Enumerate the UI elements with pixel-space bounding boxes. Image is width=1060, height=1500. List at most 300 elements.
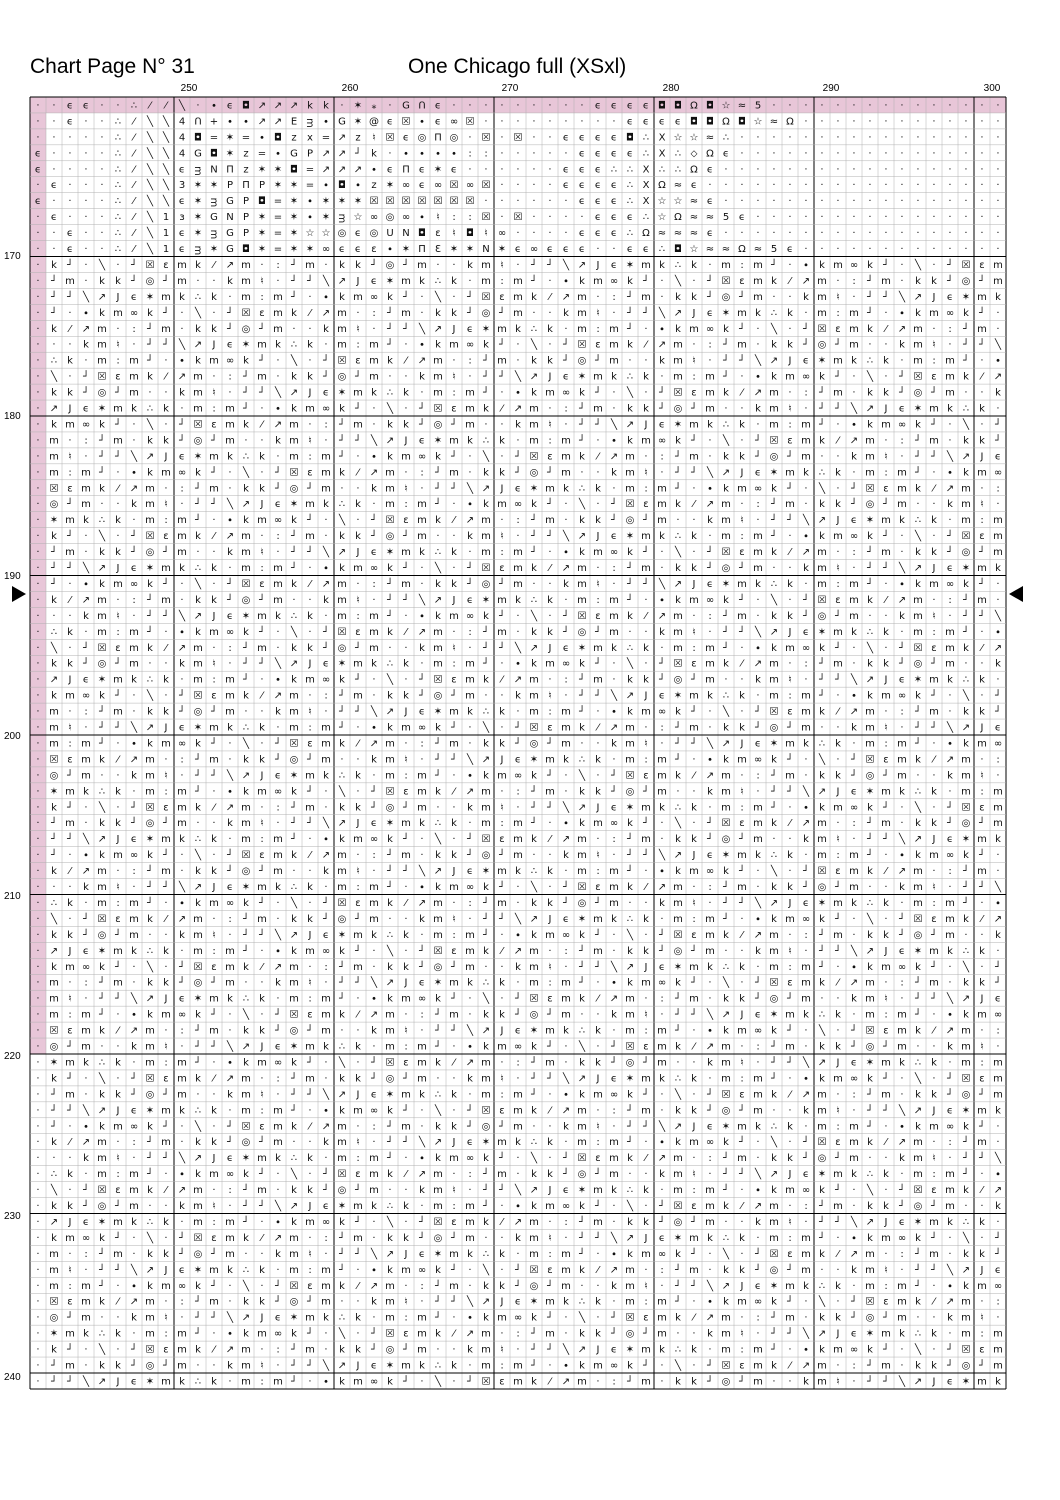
svg-text:┘: ┘: [659, 657, 665, 670]
svg-text:·: ·: [868, 212, 871, 223]
svg-text:┘: ┘: [211, 1008, 217, 1021]
svg-text:┘: ┘: [211, 497, 217, 510]
svg-text:↗: ↗: [946, 1297, 954, 1308]
svg-text:m: m: [257, 643, 267, 654]
svg-text:·: ·: [884, 244, 887, 255]
svg-text:ϵ: ϵ: [643, 116, 649, 127]
svg-text:k: k: [99, 308, 105, 319]
svg-text:k: k: [739, 451, 745, 462]
svg-text:⁄: ⁄: [643, 340, 649, 351]
svg-text:m: m: [177, 260, 187, 271]
svg-text:┘: ┘: [787, 449, 793, 462]
svg-text:·: ·: [292, 324, 295, 335]
svg-text:∴: ∴: [243, 451, 249, 462]
svg-text:·: ·: [980, 483, 983, 494]
svg-text:ᴟ: ᴟ: [307, 116, 313, 127]
svg-text:☒: ☒: [146, 531, 155, 542]
svg-text:┘: ┘: [595, 928, 601, 941]
svg-text:┘: ┘: [755, 449, 761, 462]
svg-text:m: m: [433, 930, 443, 941]
svg-text:m: m: [129, 356, 139, 367]
svg-text:◎: ◎: [722, 1376, 731, 1387]
svg-text:✶: ✶: [578, 914, 586, 925]
svg-text:k: k: [723, 866, 729, 877]
svg-text:k: k: [531, 770, 537, 781]
svg-text:m: m: [865, 978, 875, 989]
svg-text:·: ·: [948, 132, 951, 143]
svg-text:☒: ☒: [466, 196, 475, 207]
svg-text:·: ·: [420, 579, 423, 590]
svg-text:┘: ┘: [147, 354, 153, 367]
svg-text:k: k: [339, 1217, 345, 1228]
svg-text:m: m: [593, 946, 603, 957]
svg-text:∞: ∞: [802, 643, 810, 654]
svg-text:∙: ∙: [227, 1057, 233, 1068]
svg-text:m: m: [417, 1073, 427, 1084]
svg-text:ε: ε: [835, 324, 840, 335]
svg-text:ϵ: ϵ: [611, 802, 617, 813]
svg-text:┘: ┘: [291, 290, 297, 303]
svg-text::: :: [276, 1345, 279, 1356]
svg-text:·: ·: [836, 962, 839, 973]
svg-text:1: 1: [163, 212, 169, 223]
svg-text:·: ·: [788, 388, 791, 399]
svg-text:┘: ┘: [259, 625, 265, 638]
svg-text:∴: ∴: [147, 946, 153, 957]
svg-text:·: ·: [84, 132, 87, 143]
svg-text:k: k: [307, 914, 313, 925]
svg-text:♮: ♮: [692, 627, 696, 638]
svg-text:⁄: ⁄: [131, 228, 137, 239]
svg-text:╲: ╲: [434, 561, 442, 574]
svg-text:k: k: [483, 340, 489, 351]
svg-text:·: ·: [596, 467, 599, 478]
svg-text:╲: ╲: [98, 1343, 106, 1356]
svg-text:m: m: [529, 1249, 539, 1260]
svg-text:k: k: [515, 866, 521, 877]
svg-text:·: ·: [884, 1121, 887, 1132]
svg-text:m: m: [769, 930, 779, 941]
svg-text:↗: ↗: [610, 451, 618, 462]
svg-text:┘: ┘: [419, 944, 425, 957]
svg-text:·: ·: [756, 419, 759, 430]
svg-text:∴: ∴: [867, 898, 873, 909]
svg-text:k: k: [755, 579, 761, 590]
svg-text:m: m: [545, 483, 555, 494]
svg-text:↗: ↗: [914, 563, 922, 574]
svg-text:m: m: [321, 467, 331, 478]
svg-text:·: ·: [276, 356, 279, 367]
svg-text:k: k: [339, 675, 345, 686]
svg-text:·: ·: [468, 818, 471, 829]
svg-text:·: ·: [804, 675, 807, 686]
svg-text:∙: ∙: [611, 707, 617, 718]
svg-text:ε: ε: [259, 308, 264, 319]
svg-text:·: ·: [660, 1361, 663, 1372]
svg-text:k: k: [435, 340, 441, 351]
svg-text:m: m: [737, 611, 747, 622]
svg-text:m: m: [385, 1010, 395, 1021]
svg-text:↗: ↗: [130, 1026, 138, 1037]
svg-text:┘: ┘: [51, 1374, 57, 1387]
svg-text:┘: ┘: [435, 736, 441, 749]
svg-text:╲: ╲: [962, 689, 970, 702]
svg-text:·: ·: [516, 340, 519, 351]
svg-text:┘: ┘: [883, 800, 889, 813]
svg-text:k: k: [419, 818, 425, 829]
svg-text:∴: ∴: [243, 994, 249, 1005]
svg-text:m: m: [609, 340, 619, 351]
svg-text:k: k: [179, 1376, 185, 1387]
svg-text:ϵ: ϵ: [659, 419, 665, 430]
svg-text:J: J: [884, 946, 888, 957]
svg-text:Ո: Ո: [418, 100, 425, 111]
svg-text:·: ·: [36, 962, 39, 973]
svg-text:·: ·: [660, 738, 663, 749]
svg-text:┘: ┘: [851, 1295, 857, 1308]
svg-text:k: k: [355, 770, 361, 781]
svg-text:↗: ↗: [466, 515, 474, 526]
svg-text:·: ·: [948, 882, 951, 893]
svg-text:·: ·: [36, 340, 39, 351]
svg-text::: :: [612, 834, 615, 845]
svg-text:m: m: [577, 866, 587, 877]
svg-text:m: m: [881, 786, 891, 797]
svg-text:·: ·: [260, 1217, 263, 1228]
svg-text:·: ·: [100, 212, 103, 223]
svg-text:k: k: [275, 882, 281, 893]
svg-text:⁄: ⁄: [451, 515, 457, 526]
svg-text:m: m: [401, 1121, 411, 1132]
svg-text:┘: ┘: [659, 402, 665, 415]
svg-text:k: k: [707, 691, 713, 702]
svg-text:∞: ∞: [514, 770, 522, 781]
svg-text:m: m: [577, 308, 587, 319]
svg-text:k: k: [131, 499, 137, 510]
svg-text:m: m: [257, 1153, 267, 1164]
svg-text:♮: ♮: [836, 834, 840, 845]
svg-text:J: J: [548, 914, 552, 925]
svg-text:·: ·: [324, 1329, 327, 1340]
svg-text:k: k: [291, 372, 297, 383]
svg-text:·: ·: [500, 962, 503, 973]
svg-text:k: k: [227, 451, 233, 462]
svg-text:·: ·: [964, 196, 967, 207]
svg-text:↗: ↗: [658, 340, 666, 351]
svg-text:·: ·: [388, 148, 391, 159]
svg-text::: :: [180, 1026, 183, 1037]
svg-text:k: k: [819, 914, 825, 925]
svg-text:⁄: ⁄: [739, 1201, 745, 1212]
svg-text:·: ·: [948, 196, 951, 207]
svg-text:m: m: [353, 930, 363, 941]
svg-text:≈: ≈: [690, 228, 698, 239]
svg-text:┘: ┘: [835, 609, 841, 622]
svg-text:k: k: [659, 1169, 665, 1180]
svg-text:m: m: [305, 1217, 315, 1228]
svg-text:·: ·: [628, 356, 631, 367]
svg-text:k: k: [307, 611, 313, 622]
svg-text:┘: ┘: [51, 848, 57, 861]
svg-text:↗: ↗: [226, 531, 234, 542]
svg-text:∴: ∴: [339, 499, 345, 510]
svg-text:╲: ╲: [146, 162, 154, 175]
svg-text:┘: ┘: [947, 800, 953, 813]
svg-text:k: k: [371, 1026, 377, 1037]
svg-text:m: m: [577, 1376, 587, 1387]
svg-text:m: m: [449, 435, 459, 446]
svg-text:ϵ: ϵ: [851, 1329, 857, 1340]
svg-text:ϵ: ϵ: [611, 148, 617, 159]
svg-text:✶: ✶: [50, 786, 58, 797]
svg-text:k: k: [195, 531, 201, 542]
svg-text:┘: ┘: [403, 322, 409, 335]
svg-text:↗: ↗: [418, 356, 426, 367]
svg-text:m: m: [481, 786, 491, 797]
svg-text:ϵ: ϵ: [611, 260, 617, 271]
svg-text:k: k: [67, 1169, 73, 1180]
svg-text:ϵ: ϵ: [435, 100, 441, 111]
svg-text:↗: ↗: [50, 946, 58, 957]
svg-text:∴: ∴: [115, 196, 121, 207]
svg-text:k: k: [627, 675, 633, 686]
svg-text:k: k: [899, 1153, 905, 1164]
svg-text:·: ·: [340, 1297, 343, 1308]
svg-text:↗: ↗: [514, 675, 522, 686]
svg-text:◎: ◎: [962, 276, 971, 287]
svg-text:┘: ┘: [883, 1040, 889, 1053]
svg-text:↗: ↗: [866, 1217, 874, 1228]
svg-text:k: k: [99, 1026, 105, 1037]
svg-text:m: m: [593, 1361, 603, 1372]
svg-text:↗: ↗: [50, 675, 58, 686]
svg-text:m: m: [705, 372, 715, 383]
svg-text:k: k: [963, 978, 969, 989]
svg-text:k: k: [147, 467, 153, 478]
svg-text:k: k: [707, 786, 713, 797]
svg-text:m: m: [785, 372, 795, 383]
svg-text:·: ·: [868, 116, 871, 127]
svg-text:k: k: [675, 1313, 681, 1324]
svg-text:m: m: [609, 356, 619, 367]
svg-text:☆: ☆: [322, 228, 331, 239]
svg-text:⁄: ⁄: [931, 1297, 937, 1308]
svg-text:m: m: [977, 1105, 987, 1116]
svg-text:∞: ∞: [274, 1329, 282, 1340]
svg-text::: :: [356, 340, 359, 351]
svg-text:·: ·: [852, 244, 855, 255]
svg-text:↗: ↗: [722, 738, 730, 749]
svg-text:m: m: [705, 930, 715, 941]
svg-text:⁄: ⁄: [787, 547, 793, 558]
svg-text::: :: [68, 1010, 71, 1021]
svg-text:✶: ✶: [674, 962, 682, 973]
svg-text:·: ·: [68, 435, 71, 446]
svg-text:↗: ↗: [626, 962, 634, 973]
svg-text:╲: ╲: [242, 1008, 250, 1021]
svg-text:k: k: [259, 994, 265, 1005]
svg-text:↗: ↗: [962, 1265, 970, 1276]
svg-text:·: ·: [916, 116, 919, 127]
svg-text:·: ·: [740, 643, 743, 654]
svg-text:⁄: ⁄: [451, 1057, 457, 1068]
svg-text:·: ·: [708, 356, 711, 367]
svg-text:k: k: [403, 691, 409, 702]
svg-text:⁄: ⁄: [115, 483, 121, 494]
svg-text::: :: [212, 1217, 215, 1228]
svg-text:·: ·: [676, 786, 679, 797]
svg-text:·: ·: [804, 308, 807, 319]
svg-text:┘: ┘: [99, 1008, 105, 1021]
svg-text:k: k: [883, 356, 889, 367]
svg-text:·: ·: [916, 770, 919, 781]
svg-text:╲: ╲: [322, 274, 330, 287]
svg-text:J: J: [68, 946, 72, 957]
svg-text:k: k: [531, 1169, 537, 1180]
svg-text:·: ·: [484, 164, 487, 175]
svg-text:m: m: [305, 1313, 315, 1324]
svg-text:m: m: [257, 1057, 267, 1068]
svg-text::: :: [68, 1281, 71, 1292]
svg-text::: :: [596, 324, 599, 335]
svg-text:J: J: [788, 356, 792, 367]
svg-text:┘: ┘: [227, 1135, 233, 1148]
svg-text:·: ·: [36, 100, 39, 111]
svg-text:┘: ┘: [499, 880, 505, 893]
svg-text::: :: [468, 148, 471, 159]
svg-text:·: ·: [468, 738, 471, 749]
svg-text::: :: [852, 818, 855, 829]
svg-text:⁄: ⁄: [211, 1073, 217, 1084]
svg-text:⁎: ⁎: [372, 100, 377, 111]
svg-text:·: ·: [820, 451, 823, 462]
svg-text:⁄: ⁄: [643, 611, 649, 622]
svg-text:∴: ∴: [115, 116, 121, 127]
svg-text:k: k: [723, 930, 729, 941]
svg-text:⁄: ⁄: [787, 818, 793, 829]
svg-text:m: m: [641, 260, 651, 271]
svg-text:·: ·: [404, 404, 407, 415]
svg-text::: :: [644, 1297, 647, 1308]
svg-text:┘: ┘: [67, 1103, 73, 1116]
svg-text:·: ·: [756, 786, 759, 797]
svg-text:k: k: [515, 1137, 521, 1148]
svg-text:ε: ε: [979, 1345, 984, 1356]
svg-text:k: k: [819, 260, 825, 271]
svg-text:◎: ◎: [98, 930, 107, 941]
svg-text:ϵ: ϵ: [67, 244, 73, 255]
svg-text:k: k: [947, 499, 953, 510]
svg-text:·: ·: [884, 579, 887, 590]
svg-text:∞: ∞: [82, 419, 90, 430]
svg-text:·: ·: [356, 451, 359, 462]
svg-text:k: k: [707, 1057, 713, 1068]
svg-text:·: ·: [340, 100, 343, 111]
svg-text::: :: [740, 260, 743, 271]
svg-text:k: k: [771, 754, 777, 765]
svg-text:m: m: [273, 292, 283, 303]
svg-text:m: m: [657, 499, 667, 510]
svg-text:ϵ: ϵ: [131, 563, 137, 574]
svg-text:k: k: [979, 1217, 985, 1228]
svg-text:·: ·: [36, 547, 39, 558]
svg-text:ϵ: ϵ: [179, 164, 185, 175]
svg-text:·: ·: [884, 308, 887, 319]
svg-text:∙: ∙: [323, 1376, 329, 1387]
row-number: 230: [4, 1211, 21, 1222]
svg-text:ᴟ: ᴟ: [211, 196, 217, 207]
svg-text:◘: ◘: [242, 100, 250, 111]
svg-text:╲: ╲: [962, 417, 970, 430]
svg-text:m: m: [593, 675, 603, 686]
svg-text::: :: [756, 1313, 759, 1324]
svg-text:☒: ☒: [50, 754, 59, 765]
svg-text:·: ·: [244, 1249, 247, 1260]
svg-text:┘: ┘: [483, 912, 489, 925]
svg-text:☒: ☒: [450, 180, 459, 191]
svg-text:m: m: [769, 962, 779, 973]
svg-text:m: m: [465, 962, 475, 973]
svg-text:·: ·: [612, 850, 615, 861]
svg-text:┘: ┘: [707, 1103, 713, 1116]
svg-text:┘: ┘: [659, 1199, 665, 1212]
svg-text:k: k: [931, 515, 937, 526]
svg-text:·: ·: [404, 340, 407, 351]
svg-text:⁄: ⁄: [163, 1185, 169, 1196]
svg-text:m: m: [977, 324, 987, 335]
svg-text:m: m: [609, 611, 619, 622]
svg-text:✶: ✶: [226, 132, 234, 143]
svg-text:k: k: [51, 1233, 57, 1244]
svg-text:m: m: [897, 1010, 907, 1021]
svg-text:┘: ┘: [547, 258, 553, 271]
svg-text:k: k: [115, 1361, 121, 1372]
svg-text:·: ·: [36, 659, 39, 670]
svg-text:k: k: [979, 404, 985, 415]
svg-text:·: ·: [932, 595, 935, 606]
svg-text:∞: ∞: [658, 978, 666, 989]
svg-text:m: m: [545, 1297, 555, 1308]
svg-text:m: m: [593, 1089, 603, 1100]
svg-text:↗: ↗: [418, 898, 426, 909]
svg-text:☒: ☒: [914, 914, 923, 925]
svg-text:∴: ∴: [675, 802, 681, 813]
svg-text:m: m: [225, 419, 235, 430]
svg-text:⁄: ⁄: [835, 435, 841, 446]
svg-text:J: J: [212, 1153, 216, 1164]
svg-text:╲: ╲: [722, 705, 730, 718]
svg-text:·: ·: [468, 132, 471, 143]
svg-text:·: ·: [276, 898, 279, 909]
svg-text:∙: ∙: [275, 946, 281, 957]
svg-text:k: k: [579, 1265, 585, 1276]
svg-text:m: m: [337, 308, 347, 319]
svg-text:┘: ┘: [675, 752, 681, 765]
svg-text:·: ·: [324, 707, 327, 718]
svg-text:P: P: [227, 180, 233, 191]
svg-text:∴: ∴: [147, 1217, 153, 1228]
svg-text:┘: ┘: [819, 386, 825, 399]
svg-text:m: m: [369, 627, 379, 638]
svg-text:∙: ∙: [419, 1153, 425, 1164]
svg-text:m: m: [673, 1153, 683, 1164]
svg-text:k: k: [947, 770, 953, 781]
svg-text:ᴟ: ᴟ: [195, 164, 201, 175]
svg-text:┘: ┘: [899, 657, 905, 670]
svg-text:·: ·: [932, 324, 935, 335]
svg-text:┘: ┘: [483, 1167, 489, 1180]
svg-text:·: ·: [612, 754, 615, 765]
